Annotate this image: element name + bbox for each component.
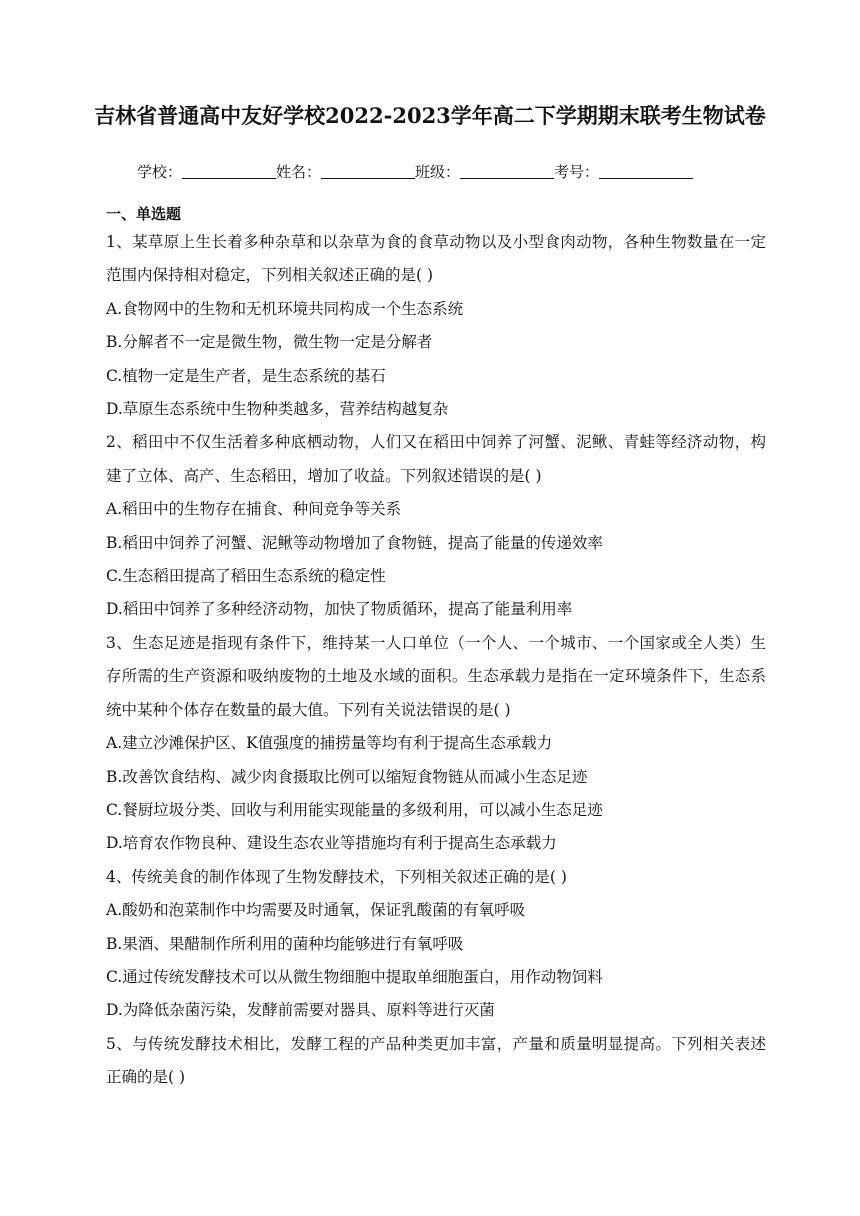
name-blank[interactable] bbox=[321, 164, 415, 179]
school-blank[interactable] bbox=[182, 164, 276, 179]
question-1-option-c: C.植物一定是生产者，是生态系统的基石 bbox=[106, 366, 386, 385]
section-heading: 一、单选题 bbox=[106, 205, 182, 223]
question-5: 5、与传统发酵技术相比，发酵工程的产品种类更加丰富，产量和质量明显提高。下列相关表述正确的是( ) bbox=[106, 1034, 766, 1087]
question-2-option-c: C.生态稻田提高了稻田生态系统的稳定性 bbox=[106, 567, 386, 586]
question-2-option-b: B.稻田中饲养了河蟹、泥鳅等动物增加了食物链，提高了能量的传递效率 bbox=[106, 533, 603, 552]
question-4: 4、传统美食的制作体现了生物发酵技术，下列相关叙述正确的是( ) bbox=[106, 867, 567, 886]
question-2-option-a: A.稻田中的生物存在捕食、种间竞争等关系 bbox=[106, 500, 402, 519]
questions-body bbox=[106, 226, 766, 1095]
page-title: 吉林省普通高中友好学校2022-2023学年高二下学期期末联考生物试卷 bbox=[94, 103, 766, 128]
question-3-option-d: D.培育农作物良种、建设生态农业等措施均有利于提高生态承载力 bbox=[106, 834, 557, 853]
student-info-row bbox=[137, 162, 693, 182]
question-1: 1、某草原上生长着多种杂草和以杂草为食的食草动物以及小型食肉动物，各种生物数量在一定范围内保持相对稳定，下列相关叙述正确的是( ) bbox=[106, 233, 766, 285]
question-4-option-c: C.通过传统发酵技术可以从微生物细胞中提取单细胞蛋白，用作动物饲料 bbox=[106, 967, 603, 986]
question-1-option-a: A.食物网中的生物和无机环境共同构成一个生态系统 bbox=[106, 299, 464, 318]
question-3-option-b: B.改善饮食结构、减少肉食摄取比例可以缩短食物链从而减小生态足迹 bbox=[106, 767, 588, 786]
question-4-option-d: D.为降低杂菌污染，发酵前需要对器具、原料等进行灭菌 bbox=[106, 1001, 495, 1020]
question-4-option-a: A.酸奶和泡菜制作中均需要及时通氧，保证乳酸菌的有氧呼吸 bbox=[106, 901, 526, 920]
question-4-option-b: B.果酒、果醋制作所利用的菌种均能够进行有氧呼吸 bbox=[106, 934, 464, 953]
question-3-option-c: C.餐厨垃圾分类、回收与利用能实现能量的多级利用，可以减小生态足迹 bbox=[106, 800, 603, 819]
question-3: 3、生态足迹是指现有条件下，维持某一人口单位（一个人、一个城市、一个国家或全人类）生存所需的生产资源和吸纳废物的土地及水域的面积。生态承载力是指在一定环境条件下，生态系统中某种个体存在数量的最大值。下列有关说法错误的是( ) bbox=[106, 633, 766, 719]
question-2-option-d: D.稻田中饲养了多种经济动物，加快了物质循环，提高了能量利用率 bbox=[106, 600, 573, 619]
name-label: 姓名： bbox=[276, 163, 322, 181]
exam-number-label: 考号： bbox=[554, 163, 600, 181]
class-blank[interactable] bbox=[460, 164, 554, 179]
exam-number-blank[interactable] bbox=[599, 164, 693, 179]
question-3-option-a: A.建立沙滩保护区、K值强度的捕捞量等均有利于提高生态承载力 bbox=[106, 734, 553, 753]
question-1-option-d: D.草原生态系统中生物种类越多，营养结构越复杂 bbox=[106, 400, 449, 419]
question-2: 2、稻田中不仅生活着多种底栖动物，人们又在稻田中饲养了河蟹、泥鳅、青蛙等经济动物，构建了立体、高产、生态稻田，增加了收益。下列叙述错误的是( ) bbox=[106, 433, 766, 485]
school-label: 学校： bbox=[137, 163, 183, 181]
class-label: 班级： bbox=[415, 163, 461, 181]
question-1-option-b: B.分解者不一定是微生物，微生物一定是分解者 bbox=[106, 333, 433, 352]
